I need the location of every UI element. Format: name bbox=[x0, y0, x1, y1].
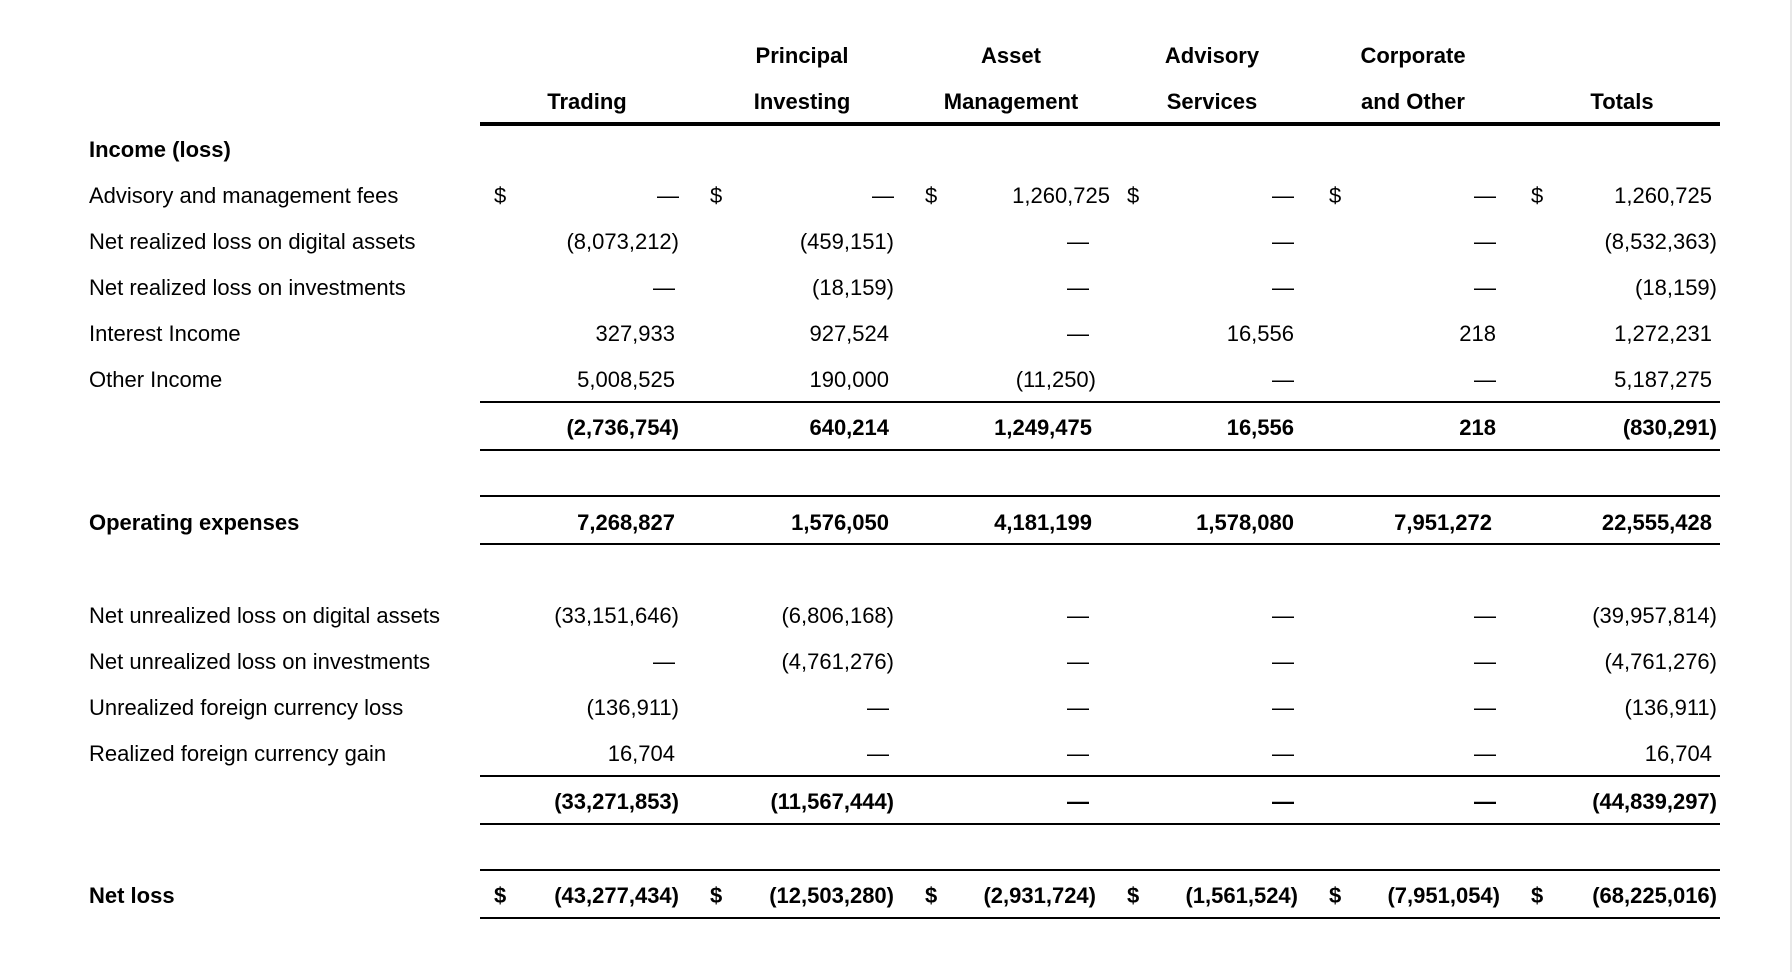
cell-corporate: — bbox=[1474, 603, 1496, 628]
cell-totals: 5,187,275 bbox=[1614, 367, 1712, 392]
cell-corporate: — bbox=[1474, 275, 1496, 300]
total-trading: (2,736,754) bbox=[566, 415, 679, 440]
dollar-sign: $ bbox=[1531, 883, 1544, 908]
dollar-sign: $ bbox=[710, 183, 723, 208]
opex-bottom-rule bbox=[480, 543, 1720, 545]
operating-expenses-label: Operating expenses bbox=[89, 510, 300, 535]
cell-asset: — bbox=[1067, 321, 1089, 346]
net-loss-corporate: (7,951,054) bbox=[1387, 883, 1500, 908]
cell-asset: — bbox=[1067, 603, 1089, 628]
opex-trading: 7,268,827 bbox=[577, 510, 675, 535]
net-loss-trading: (43,277,434) bbox=[554, 883, 679, 908]
cell-totals: 16,704 bbox=[1644, 741, 1712, 766]
net-loss-top-rule bbox=[480, 869, 1720, 871]
opex-principal: 1,576,050 bbox=[791, 510, 889, 535]
col-header-corporate-line1: Corporate bbox=[1360, 43, 1466, 68]
net-loss-advisory: (1,561,524) bbox=[1185, 883, 1298, 908]
col-header-principal-line1: Principal bbox=[755, 43, 849, 68]
dollar-sign: $ bbox=[925, 183, 938, 208]
cell-asset: 1,260,725 bbox=[1012, 183, 1110, 208]
opex-asset: 4,181,199 bbox=[994, 510, 1092, 535]
cell-advisory: — bbox=[1272, 741, 1294, 766]
net-loss-label: Net loss bbox=[89, 883, 175, 908]
col-header-asset-line2: Management bbox=[943, 89, 1079, 114]
cell-principal: 927,524 bbox=[809, 321, 889, 346]
cell-principal: — bbox=[867, 741, 889, 766]
cell-advisory: — bbox=[1272, 229, 1294, 254]
opex-advisory: 1,578,080 bbox=[1196, 510, 1294, 535]
cell-totals: 1,272,231 bbox=[1614, 321, 1712, 346]
total-trading: (33,271,853) bbox=[554, 789, 679, 814]
total-totals: (44,839,297) bbox=[1592, 789, 1717, 814]
col-header-advisory-line1: Advisory bbox=[1164, 43, 1260, 68]
cell-totals: (39,957,814) bbox=[1592, 603, 1717, 628]
row-label: Net realized loss on investments bbox=[89, 275, 406, 300]
cell-totals: (136,911) bbox=[1624, 695, 1717, 720]
cell-principal: 190,000 bbox=[809, 367, 889, 392]
cell-asset: — bbox=[1067, 695, 1089, 720]
total-advisory: — bbox=[1272, 789, 1294, 814]
opex-corporate: 7,951,272 bbox=[1394, 510, 1492, 535]
cell-principal: — bbox=[867, 695, 889, 720]
cell-corporate: — bbox=[1474, 649, 1496, 674]
row-label: Net realized loss on digital assets bbox=[89, 229, 416, 254]
cell-totals: (4,761,276) bbox=[1604, 649, 1717, 674]
net-loss-asset: (2,931,724) bbox=[983, 883, 1096, 908]
cell-trading: — bbox=[653, 275, 675, 300]
dollar-sign: $ bbox=[710, 883, 723, 908]
cell-asset: (11,250) bbox=[1015, 367, 1096, 392]
total-advisory: 16,556 bbox=[1226, 415, 1294, 440]
opex-totals: 22,555,428 bbox=[1601, 510, 1712, 535]
total-asset: — bbox=[1067, 789, 1089, 814]
cell-corporate: — bbox=[1474, 229, 1496, 254]
col-header-asset-line1: Asset bbox=[981, 43, 1041, 68]
row-label: Net unrealized loss on investments bbox=[89, 649, 431, 674]
dollar-sign: $ bbox=[925, 883, 938, 908]
row-label: Unrealized foreign currency loss bbox=[89, 695, 404, 720]
cell-principal: (4,761,276) bbox=[781, 649, 894, 674]
cell-advisory: — bbox=[1272, 275, 1294, 300]
cell-advisory: — bbox=[1272, 649, 1294, 674]
income-heading: Income (loss) bbox=[89, 137, 231, 162]
dollar-sign: $ bbox=[494, 183, 507, 208]
dollar-sign: $ bbox=[1127, 883, 1140, 908]
row-label: Net unrealized loss on digital assets bbox=[89, 603, 440, 628]
cell-advisory: — bbox=[1272, 695, 1294, 720]
cell-asset: — bbox=[1067, 275, 1089, 300]
dollar-sign: $ bbox=[1329, 183, 1342, 208]
row-label: Other Income bbox=[89, 367, 223, 392]
cell-corporate: — bbox=[1474, 367, 1496, 392]
col-header-advisory-line2: Services bbox=[1166, 89, 1258, 114]
total-totals: (830,291) bbox=[1622, 415, 1717, 440]
col-header-totals: Totals bbox=[1590, 89, 1654, 114]
opex-top-rule bbox=[480, 495, 1720, 497]
subtotal-rule-2 bbox=[480, 775, 1720, 777]
dollar-sign: $ bbox=[1127, 183, 1140, 208]
cell-totals: 1,260,725 bbox=[1614, 183, 1712, 208]
net-loss-bottom-rule bbox=[480, 917, 1720, 919]
row-label: Realized foreign currency gain bbox=[89, 741, 387, 766]
cell-trading: (8,073,212) bbox=[566, 229, 679, 254]
net-loss-totals: (68,225,016) bbox=[1592, 883, 1717, 908]
cell-totals: (18,159) bbox=[1635, 275, 1717, 300]
total-corporate: — bbox=[1474, 789, 1496, 814]
col-header-trading: Trading bbox=[547, 89, 627, 114]
cell-corporate: 218 bbox=[1459, 321, 1496, 346]
dollar-sign: $ bbox=[1329, 883, 1342, 908]
cell-asset: — bbox=[1067, 229, 1089, 254]
cell-asset: — bbox=[1067, 741, 1089, 766]
cell-trading: 327,933 bbox=[595, 321, 675, 346]
net-loss-principal: (12,503,280) bbox=[769, 883, 894, 908]
cell-corporate: — bbox=[1474, 695, 1496, 720]
cell-trading: 5,008,525 bbox=[577, 367, 675, 392]
subtotal-rule bbox=[480, 401, 1720, 403]
row-label: Interest Income bbox=[89, 321, 241, 346]
total-rule-2 bbox=[480, 823, 1720, 825]
total-rule bbox=[480, 449, 1720, 451]
cell-principal: (459,151) bbox=[799, 229, 894, 254]
cell-trading: (136,911) bbox=[586, 695, 679, 720]
cell-advisory: — bbox=[1272, 183, 1294, 208]
cell-advisory: — bbox=[1272, 603, 1294, 628]
cell-principal: (6,806,168) bbox=[781, 603, 894, 628]
dollar-sign: $ bbox=[494, 883, 507, 908]
total-asset: 1,249,475 bbox=[994, 415, 1092, 440]
cell-trading: — bbox=[653, 649, 675, 674]
cell-trading: (33,151,646) bbox=[554, 603, 679, 628]
cell-corporate: — bbox=[1474, 183, 1496, 208]
cell-corporate: — bbox=[1474, 741, 1496, 766]
cell-principal: (18,159) bbox=[812, 275, 894, 300]
cell-asset: — bbox=[1067, 649, 1089, 674]
header-rule bbox=[480, 122, 1720, 126]
cell-trading: 16,704 bbox=[607, 741, 675, 766]
cell-advisory: 16,556 bbox=[1226, 321, 1294, 346]
col-header-principal-line2: Investing bbox=[753, 89, 851, 114]
cell-trading: — bbox=[657, 183, 679, 208]
total-corporate: 218 bbox=[1459, 415, 1496, 440]
total-principal: (11,567,444) bbox=[770, 789, 894, 814]
cell-advisory: — bbox=[1272, 367, 1294, 392]
total-principal: 640,214 bbox=[809, 415, 889, 440]
row-label: Advisory and management fees bbox=[89, 183, 399, 208]
col-header-corporate-line2: and Other bbox=[1361, 89, 1465, 114]
dollar-sign: $ bbox=[1531, 183, 1544, 208]
cell-principal: — bbox=[872, 183, 894, 208]
cell-totals: (8,532,363) bbox=[1604, 229, 1717, 254]
